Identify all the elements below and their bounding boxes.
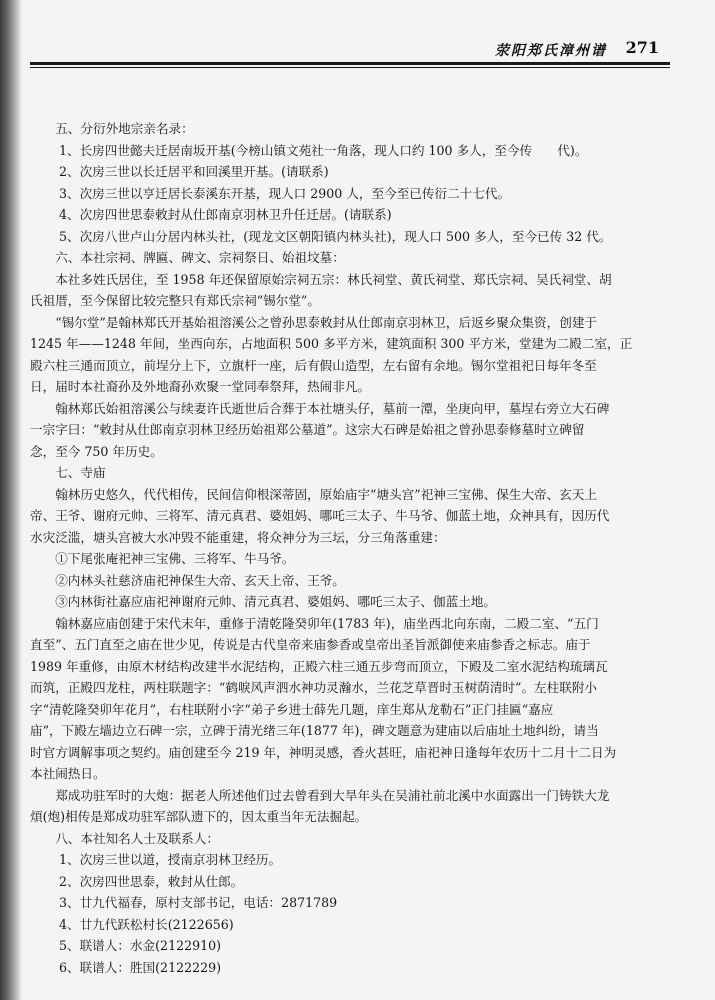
text-line: 翰林郑氏始祖溶溪公与续妻许氏逝世后合葬于本社塘头仔，墓前一潭，坐庚向甲，墓埕右旁立大石碑: [55, 400, 610, 416]
text-line: 六、本社宗祠、牌匾、碑文、宗祠祭日、始祖坟墓：: [55, 250, 345, 265]
text-line: 翰林历史悠久，代代相传，民间信仰根深蒂固，原始庙宇“塘头宫”祀神三宝佛、保生大帝、玄天上: [55, 486, 598, 502]
text-line: 5、次房八世卢山分居内林头社，(现龙文区朝阳镇内林头社)，现人口 500 多人，至今已传 32 代。: [58, 228, 612, 244]
text-line: 3、廿九代福春，原村支部书记，电话：2871789: [58, 895, 338, 910]
text-line: 郑成功驻军时的大炮：据老人所述他们过去曾看到大旱年头在吴浦社前北溪中水面露出一门铸铁大龙: [55, 787, 610, 803]
text-line: ②内林头社慈济庙祀神保生大帝、玄天上帝、王爷。: [55, 572, 345, 588]
text-line: 1245 年——1248 年间，坐西向东，占地面积 500 多平方米，建筑面积 300 平方米，堂建为二殿二室，正: [30, 336, 633, 351]
text-line: 2、次房四世思泰，敕封从仕郎。: [58, 873, 244, 889]
text-line: 2、次房三世以长迁居平和回溪里开基。(请联系): [58, 164, 329, 179]
running-title: 荥阳郑氏漳州谱: [495, 43, 607, 59]
text-line: 3、次房三世以亨迁居长泰溪东开基，现人口 2900 人，至今至已传衍二十七代。: [58, 185, 511, 201]
text-line: ③内林街社嘉应庙祀神谢府元帅、清元真君、婆姐妈、哪吒三太子、伽蓝土地。: [55, 594, 496, 609]
text-line: 1、次房三世以道，授南京羽林卫经历。: [58, 852, 282, 867]
text-line: 1989 年重修，由原木材结构改建半水泥结构，正殿六柱三通五步弯而顶立，下殿及二室水泥结构琉璃瓦: [30, 658, 608, 674]
text-line: 殿六柱三通而顶立，前埕分上下，立旗杆一座，后有假山造型，左右留有余地。锡尔堂祖祀日每年冬至: [30, 357, 597, 373]
page-header: [30, 38, 695, 60]
header-rule-thick: [30, 62, 670, 65]
text-line: ①下尾张庵祀神三宝佛、三将军、牛马爷。: [55, 551, 295, 566]
text-line: 4、廿九代跃松村长(2122656): [58, 916, 234, 932]
text-line: 氏祖厝，至今保留比较完整只有郑氏宗祠“锡尔堂”。: [30, 293, 320, 308]
text-line: 字“清乾隆癸卯年花月”，右柱联附小字“弟子乡进士薛先几题，庠生郑从龙勒石”正门挂匾“嘉应: [30, 701, 554, 717]
text-line: 直至”、五门直至之庙在世少见，传说是古代皇帝来庙参香或皇帝出圣旨派御使来庙参香之标志。庙于: [30, 637, 591, 652]
text-line: 6、联谱人：胜国(2122229): [58, 959, 222, 975]
scan-shadow-edge: [0, 0, 22, 1000]
text-line: “锡尔堂”是翰林郑氏开基始祖溶溪公之曾孙思泰敕封从仕郎南京羽林卫，后返乡聚众集资，创建于: [55, 314, 598, 330]
text-line: 本社多姓氏居住，至 1958 年还保留原始宗祠五宗：林氏祠堂、黄氏祠堂、郑氏宗祠、吴氏祠堂、胡: [55, 271, 612, 287]
text-line: 煩(炮)相传是郑成功驻军部队遗下的，因太重当年无法掘起。: [30, 809, 368, 824]
body-text: [30, 118, 680, 978]
text-line: 八、本社知名人士及联系人：: [55, 830, 219, 846]
header-rule-thin: [30, 67, 670, 68]
text-line: 水灾泛滥，塘头宫被大水冲毁不能重建，将众神分为三坛，分三角落重建：: [30, 529, 446, 545]
page-number: 271: [625, 38, 659, 57]
text-line: 5、联谱人：水金(2122910): [58, 938, 222, 953]
text-line: 念，至今 750 年历史。: [30, 443, 163, 459]
text-line: 1、长房四世懿夫迁居南坂开基(今榜山镇文苑社一角落，现人口约 100 多人，至今传 代)。: [58, 142, 588, 158]
text-line: 而筑，正殿四龙柱，两柱联题字：“鹤唳风声泗水神功灵瀚水，兰花芝草晋时玉树荫清时”。左柱联附小: [30, 680, 598, 695]
text-line: 本社闹热日。: [30, 766, 106, 781]
text-line: 时官方调解事项之契约。庙创建至今 219 年，神明灵感，香火甚旺，庙祀神日逢每年农历十二月十二日为: [30, 744, 617, 760]
text-line: 日，届时本社裔孙及外地裔孙欢聚一堂同奉祭拜，热闹非凡。: [30, 379, 371, 394]
text-line: 五、分衍外地宗亲名录：: [55, 121, 194, 136]
text-line: 帝、王爷、谢府元帅、三将军、清元真君、婆姐妈、哪吒三太子、牛马爷、伽蓝土地，众神具有，因历代: [30, 508, 610, 523]
text-line: 4、次房四世思泰敕封从仕郎南京羽林卫升任迁居。(请联系): [58, 207, 392, 222]
text-line: 翰林嘉应庙创建于宋代末年，重修于清乾隆癸卯年(1783 年)，庙坐西北向东南，二殿二室、“五门: [55, 615, 599, 631]
text-line: 七、寺庙: [55, 465, 106, 480]
text-line: 一宗字曰：“敕封从仕郎南京羽林卫经历始祖郑公墓道”。这宗大石碑是始祖之曾孙思泰修墓时立碑留: [30, 422, 585, 437]
text-line: 庙”，下殿左墙边立石碑一宗，立碑于清光绪三年(1877 年)，碑文题意为建庙以后庙址土地纠纷，请当: [30, 723, 599, 738]
